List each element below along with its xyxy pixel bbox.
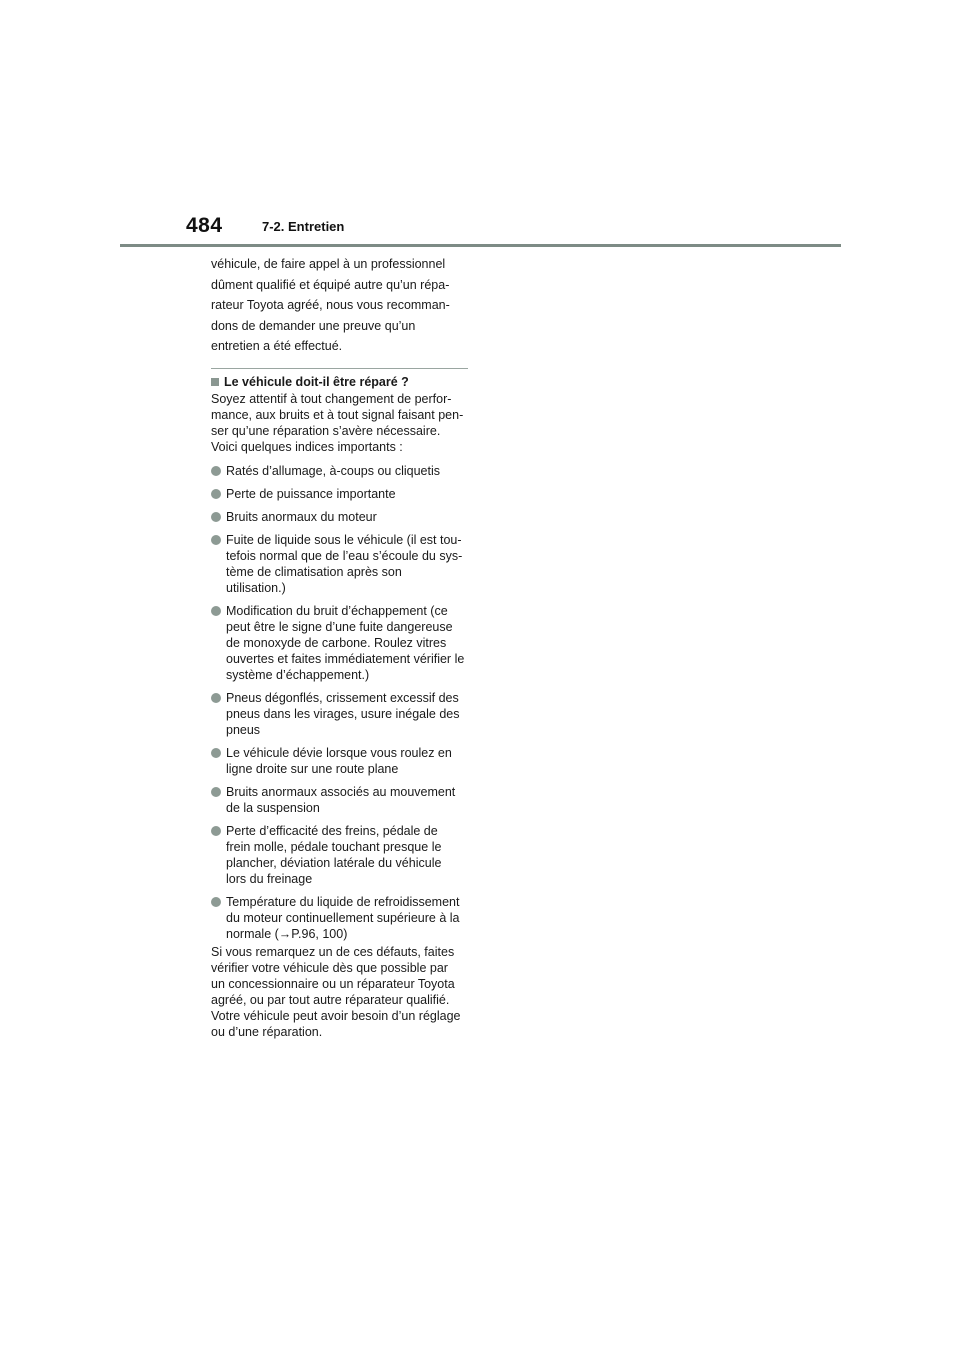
list-item [211, 823, 469, 887]
list-item-line: Pneus dégonflés, crissement excessif des [226, 691, 459, 705]
square-bullet-icon [211, 378, 219, 386]
circle-bullet-icon [211, 693, 221, 703]
circle-bullet-icon [211, 466, 221, 476]
list-item-line: frein molle, pédale touchant presque le [226, 840, 442, 854]
paragraph-line: Votre véhicule peut avoir besoin d’un réglage [211, 1009, 461, 1023]
list-item [211, 509, 469, 525]
intro-line: entretien a été effectué. [211, 339, 343, 353]
circle-bullet-icon [211, 748, 221, 758]
list-item-line: Modification du bruit d’échappement (ce [226, 604, 448, 618]
list-item-line: Perte de puissance importante [226, 487, 396, 501]
intro-line: dûment qualifié et équipé autre qu’un répa- [211, 277, 450, 292]
list-item-line: Le véhicule dévie lorsque vous roulez en [226, 746, 452, 760]
list-item-line: ouvertes et faites immédiatement vérifier le [226, 652, 465, 666]
closing-paragraph [211, 944, 469, 1040]
cross-reference-link[interactable]: normale (→P.96, 100) [226, 927, 348, 941]
circle-bullet-icon [211, 826, 221, 836]
circle-bullet-icon [211, 535, 221, 545]
header-divider [120, 244, 841, 247]
list-item-line: tème de climatisation après son [226, 565, 402, 579]
list-item [211, 463, 469, 479]
list-item [211, 745, 469, 777]
list-item [211, 690, 469, 738]
paragraph-line: Soyez attentif à tout changement de perfor- [211, 392, 452, 406]
list-item-line: pneus [226, 723, 261, 737]
paragraph-line: Voici quelques indices importants : [211, 440, 403, 454]
paragraph-line: Si vous remarquez un de ces défauts, faites [211, 945, 455, 959]
list-item-line: plancher, déviation latérale du véhicule [226, 856, 442, 870]
list-item [211, 603, 469, 683]
list-item-line: pneus dans les virages, usure inégale des [226, 707, 460, 721]
list-item-line: système d’échappement.) [226, 668, 370, 682]
intro-line: dons de demander une preuve qu’un [211, 318, 416, 333]
list-item-line: utilisation.) [226, 581, 286, 595]
paragraph-line: mance, aux bruits et à tout signal faisant pen- [211, 408, 464, 422]
list-item-line: Bruits anormaux du moteur [226, 510, 377, 524]
list-item-line: tefois normal que de l’eau s’écoule du sys- [226, 549, 463, 563]
list-item-line: Ratés d’allumage, à-coups ou cliquetis [226, 464, 441, 478]
list-item-line: Fuite de liquide sous le véhicule (il est tou- [226, 533, 462, 547]
section-heading [211, 374, 469, 390]
paragraph-line: ou d’une réparation. [211, 1025, 323, 1039]
page-number: 484 [186, 214, 223, 237]
list-item-line: Bruits anormaux associés au mouvement [226, 785, 456, 799]
section-divider [211, 368, 468, 369]
section-paragraph [211, 391, 469, 455]
section-heading-text: Le véhicule doit-il être réparé ? [224, 375, 409, 389]
paragraph-line: vérifier votre véhicule dès que possible par [211, 961, 448, 975]
circle-bullet-icon [211, 512, 221, 522]
repair-section [211, 374, 469, 1040]
list-item [211, 486, 469, 502]
list-item-line: de monoxyde de carbone. Roulez vitres [226, 636, 447, 650]
circle-bullet-icon [211, 489, 221, 499]
list-item-line: ligne droite sur une route plane [226, 762, 399, 776]
list-item-line: peut être le signe d’une fuite dangereuse [226, 620, 453, 634]
section-title: 7-2. Entretien [262, 219, 345, 234]
intro-paragraph [211, 254, 469, 357]
circle-bullet-icon [211, 897, 221, 907]
list-item-line: lors du freinage [226, 872, 313, 886]
list-item-line: de la suspension [226, 801, 320, 815]
list-item [211, 894, 469, 942]
intro-line: véhicule, de faire appel à un professionnel [211, 257, 446, 271]
intro-line: rateur Toyota agréé, nous vous recomman- [211, 298, 450, 312]
list-item-line: du moteur continuellement supérieure à la [226, 911, 460, 925]
paragraph-line: un concessionnaire ou un réparateur Toyota [211, 977, 455, 991]
list-item-line: Perte d’efficacité des freins, pédale de [226, 824, 438, 838]
list-item-line: Température du liquide de refroidissement [226, 895, 460, 909]
paragraph-line: agréé, ou par tout autre réparateur qualifié. [211, 993, 450, 1007]
circle-bullet-icon [211, 606, 221, 616]
circle-bullet-icon [211, 787, 221, 797]
list-item [211, 784, 469, 816]
symptom-list [211, 463, 469, 942]
paragraph-line: ser qu’une réparation s’avère nécessaire. [211, 424, 441, 438]
list-item [211, 532, 469, 596]
